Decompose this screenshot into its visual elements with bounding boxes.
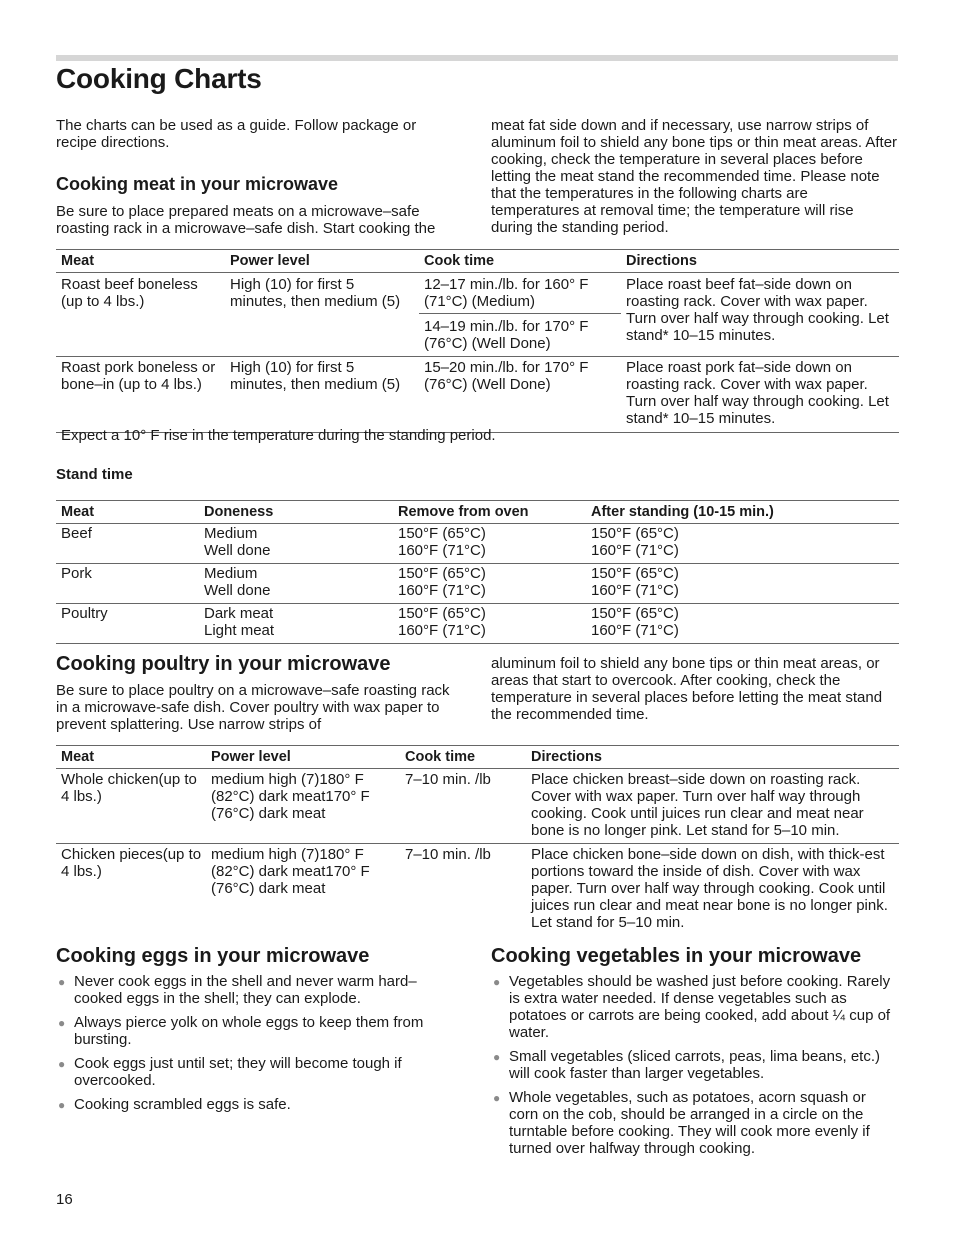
bullet-icon: ● — [493, 1091, 501, 1105]
cell-power: High (10) for first 5 minutes, then medium (5) — [225, 273, 419, 357]
list-item — [491, 973, 898, 1041]
header-remove-from-oven: Remove from oven — [393, 501, 586, 524]
list-item — [491, 1048, 898, 1082]
eggs-list — [56, 973, 461, 1120]
cell-cook-time — [419, 273, 621, 357]
eggs-section-heading: Cooking eggs in your microwave — [56, 945, 370, 967]
after-temp-1: 150°F (65°C) — [591, 605, 679, 622]
list-item — [491, 1089, 898, 1157]
bullet-icon: ● — [58, 1057, 66, 1071]
stand-time-table — [56, 500, 899, 644]
after-temp-1: 150°F (65°C) — [591, 525, 679, 542]
remove-temp-1: 150°F (65°C) — [398, 605, 486, 622]
stand-time-heading: Stand time — [56, 466, 133, 483]
table-row — [56, 604, 899, 644]
header-meat: Meat — [56, 250, 225, 273]
meat-intro-paragraph: Be sure to place prepared meats on a microwave–safe roasting rack in a microwave–safe dish. Start cooking the — [56, 203, 436, 237]
doneness-2: Light meat — [204, 622, 275, 639]
table-row — [56, 844, 899, 936]
poultry-cooking-table — [56, 745, 899, 935]
header-power-level: Power level — [206, 746, 400, 769]
meat-table-header-row — [56, 250, 899, 273]
bullet-icon: ● — [58, 1016, 66, 1030]
remove-temp-1: 150°F (65°C) — [398, 525, 486, 542]
cell-power: High (10) for first 5 minutes, then medium (5) — [225, 357, 419, 433]
list-item — [56, 1014, 461, 1048]
cell-directions: Place chicken bone–side down on dish, with thick-est portions toward the inside of dish. Cover with wax paper. Turn over half way through cooking. Cook until juices run clear and meat near bone is no longer pink. Let stand for 5–10 min. — [531, 846, 888, 931]
list-item — [56, 973, 461, 1007]
remove-temp-1: 150°F (65°C) — [398, 565, 486, 582]
cell-remove-temp — [393, 604, 586, 644]
meat-section-heading: Cooking meat in your microwave — [56, 174, 339, 194]
header-directions: Directions — [526, 746, 899, 769]
cell-meat: Beef — [56, 524, 199, 564]
cell-directions: Place roast pork fat–side down on roasting rack. Cover with wax paper. Turn over half way through cooking. Let stand* 10–15 minutes. — [621, 357, 899, 433]
cell-doneness — [199, 524, 393, 564]
poultry-section-heading: Cooking poultry in your microwave — [56, 653, 391, 675]
cell-meat: Chicken pieces(up to 4 lbs.) — [61, 846, 202, 880]
after-temp-1: 150°F (65°C) — [591, 565, 679, 582]
vegetables-list — [491, 973, 898, 1164]
table-row — [56, 524, 899, 564]
intro-right-paragraph: meat fat side down and if necessary, use narrow strips of aluminum foil to shield any bone tips or thin meat areas. After cooking, check the temperature in several places before letting the meat stand the recommended time. Please note that the temperatures in the following charts are temperatures at removal time; the temperature will rise during the standing period. — [491, 117, 898, 236]
doneness-2: Well done — [204, 542, 271, 559]
header-cook-time: Cook time — [400, 746, 526, 769]
page-title: Cooking Charts — [56, 63, 262, 94]
list-item-text: Whole vegetables, such as potatoes, acorn squash or corn on the cob, should be arranged in a circle on the turntable before cooking. They will cook more evenly if turned over halfway through cooking. — [509, 1089, 870, 1157]
doneness-2: Well done — [204, 582, 271, 599]
cell-cook-time: 7–10 min. /lb — [400, 769, 526, 844]
doneness-1: Medium — [204, 565, 258, 582]
cook-time-well-done: 14–19 min./lb. for 170° F (76°C) (Well Done) — [424, 318, 589, 352]
header-meat: Meat — [56, 746, 206, 769]
remove-temp-2: 160°F (71°C) — [398, 622, 486, 639]
vegetables-section-heading: Cooking vegetables in your microwave — [491, 945, 862, 967]
cook-time-medium: 12–17 min./lb. for 160° F (71°C) (Medium) — [419, 276, 621, 314]
remove-temp-2: 160°F (71°C) — [398, 542, 486, 559]
bullet-icon: ● — [58, 1098, 66, 1112]
cell-after-temp — [586, 524, 899, 564]
bullet-icon: ● — [58, 975, 66, 989]
header-after-standing: After standing (10-15 min.) — [586, 501, 899, 524]
cell-remove-temp — [393, 564, 586, 604]
list-item-text: Always pierce yolk on whole eggs to keep them from bursting. — [74, 1014, 424, 1048]
cell-doneness — [199, 564, 393, 604]
cell-meat: Pork — [56, 564, 199, 604]
after-temp-2: 160°F (71°C) — [591, 582, 679, 599]
intro-left-paragraph: The charts can be used as a guide. Follow package or recipe directions. — [56, 117, 417, 151]
header-directions: Directions — [621, 250, 899, 273]
header-meat: Meat — [56, 501, 199, 524]
poultry-table-header-row — [56, 746, 899, 769]
after-temp-2: 160°F (71°C) — [591, 622, 679, 639]
doneness-1: Medium — [204, 525, 258, 542]
bullet-icon: ● — [493, 1050, 501, 1064]
header-doneness: Doneness — [199, 501, 393, 524]
remove-temp-2: 160°F (71°C) — [398, 582, 486, 599]
meat-table-footnote: Expect a 10° F rise in the temperature during the standing period. — [61, 427, 496, 444]
cell-remove-temp — [393, 524, 586, 564]
table-row — [56, 273, 899, 357]
table-row — [56, 769, 899, 844]
page-number: 16 — [56, 1191, 73, 1208]
cell-meat: Roast pork boneless or bone–in (up to 4 lbs.) — [56, 357, 225, 433]
list-item-text: Never cook eggs in the shell and never warm hard– cooked eggs in the shell; they can explode. — [74, 973, 417, 1007]
cell-directions: Place chicken breast–side down on roasting rack. Cover with wax paper. Turn over half way through cooking. Cook until juices run clear and meat near bone is no longer pink. Let stand for 5–10 min. — [526, 769, 899, 844]
cell-power: medium high (7)180° F (82°C) dark meat170° F (76°C) dark meat — [206, 769, 400, 844]
table-row — [56, 564, 899, 604]
cell-meat: Roast beef boneless (up to 4 lbs.) — [56, 273, 225, 357]
cell-cook-time: 15–20 min./lb. for 170° F (76°C) (Well Done) — [419, 357, 621, 433]
top-decorative-bar — [56, 55, 898, 61]
list-item-text: Small vegetables (sliced carrots, peas, lima beans, etc.) will cook faster than larger vegetables. — [509, 1048, 880, 1082]
cell-after-temp — [586, 564, 899, 604]
list-item-text: Cook eggs just until set; they will become tough if overcooked. — [74, 1055, 402, 1089]
meat-cooking-table — [56, 249, 899, 433]
after-temp-2: 160°F (71°C) — [591, 542, 679, 559]
cell-doneness — [199, 604, 393, 644]
header-cook-time: Cook time — [419, 250, 621, 273]
list-item — [56, 1055, 461, 1089]
header-power-level: Power level — [225, 250, 419, 273]
list-item-text: Vegetables should be washed just before cooking. Rarely is extra water needed. If dense vegetables such as potatoes or carrots are being cooked, add about ¼ cup of water. — [509, 973, 891, 1041]
stand-time-header-row — [56, 501, 899, 524]
poultry-left-paragraph: Be sure to place poultry on a microwave–safe roasting rack in a microwave-safe dish. Cover poultry with wax paper to prevent splattering. Use narrow strips of — [56, 682, 450, 733]
cell-power: medium high (7)180° F (82°C) dark meat170° F (76°C) dark meat — [211, 846, 370, 897]
cell-after-temp — [586, 604, 899, 644]
doneness-1: Dark meat — [204, 605, 274, 622]
poultry-right-paragraph: aluminum foil to shield any bone tips or thin meat areas, or areas that start to overcook. After cooking, check the temperature in several places before letting the meat stand the recommended time. — [491, 655, 883, 723]
bullet-icon: ● — [493, 975, 501, 989]
cell-meat: Poultry — [56, 604, 199, 644]
table-row — [56, 357, 899, 433]
cell-cook-time: 7–10 min. /lb — [405, 846, 491, 863]
cell-meat: Whole chicken(up to 4 lbs.) — [56, 769, 206, 844]
list-item-text: Cooking scrambled eggs is safe. — [74, 1096, 291, 1113]
list-item — [56, 1096, 461, 1113]
cell-directions: Place roast beef fat–side down on roasting rack. Cover with wax paper. Turn over half way through cooking. Let stand* 10–15 minutes. — [621, 273, 899, 357]
